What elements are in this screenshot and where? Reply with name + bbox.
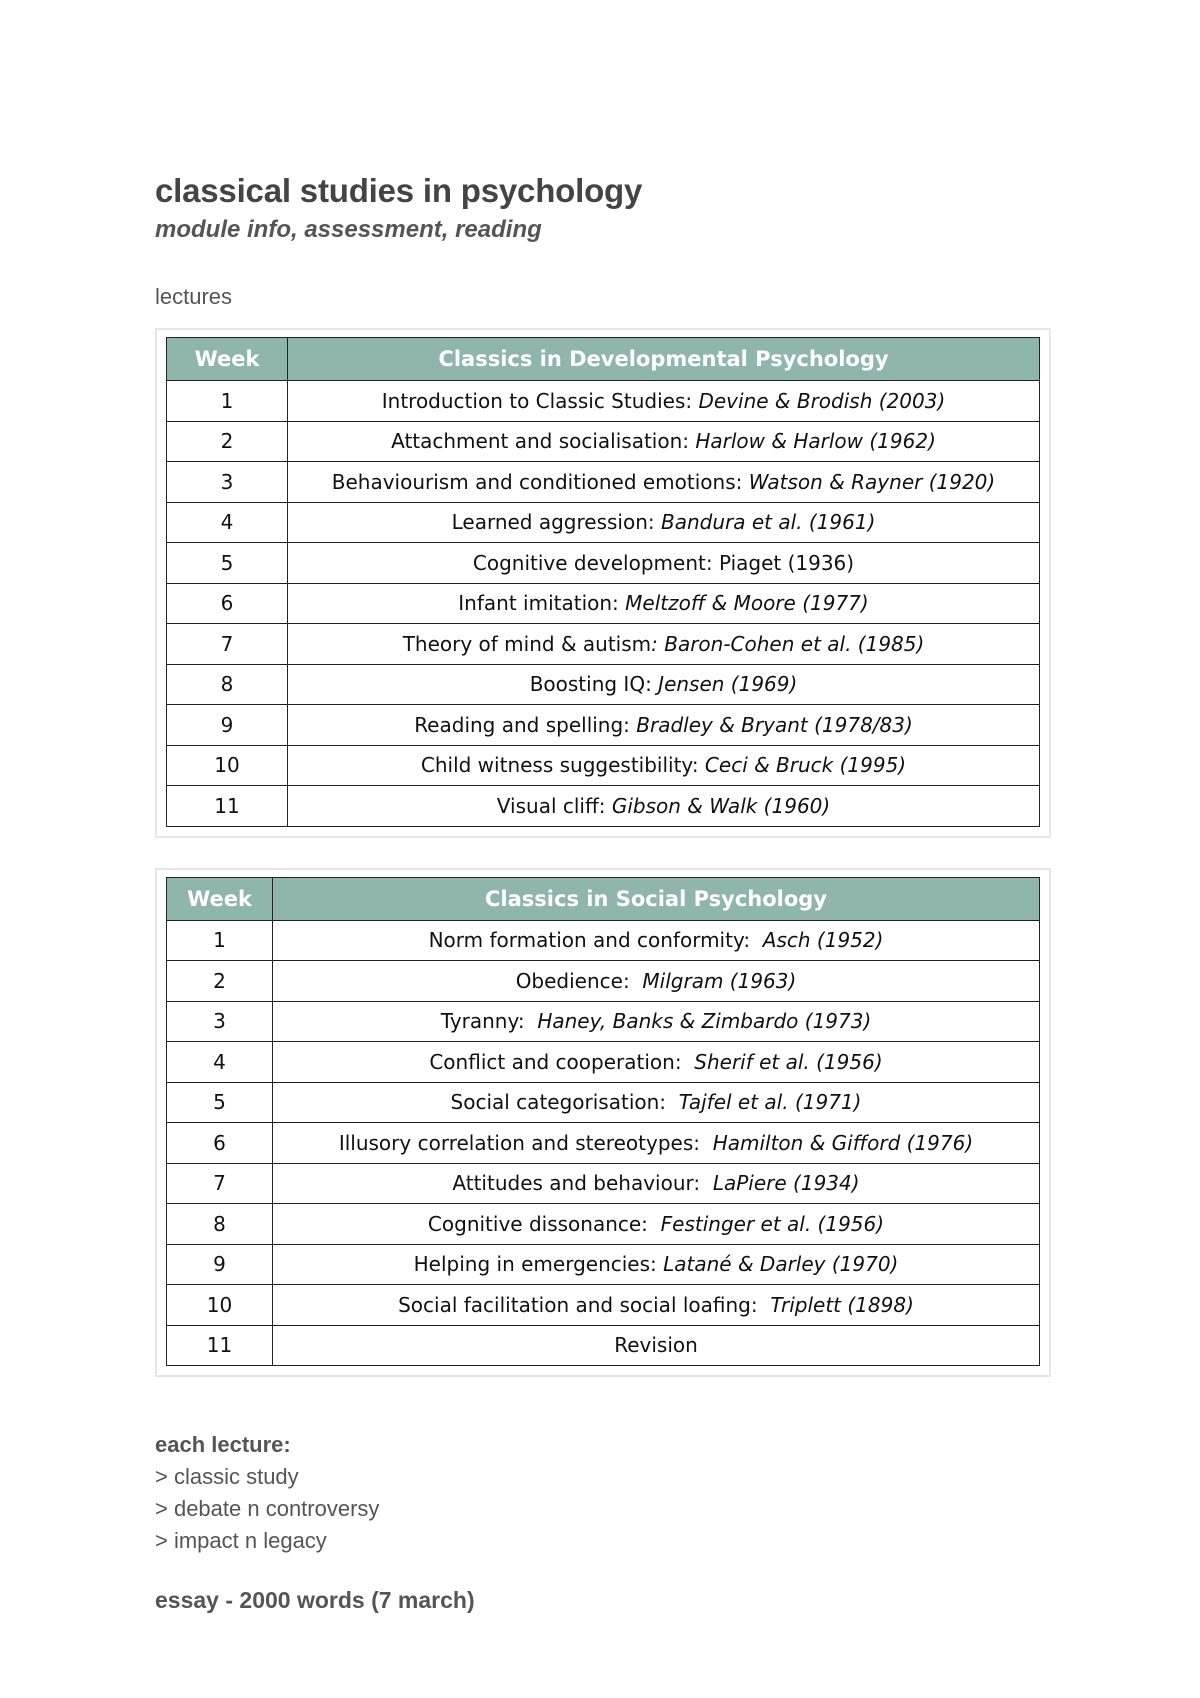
- social-psych-table-container: [155, 868, 1051, 1378]
- table-row: [167, 381, 1040, 422]
- notes-item: > classic study: [155, 1464, 299, 1489]
- lecture-topic-cell: [273, 1163, 1040, 1204]
- lecture-citation: Bradley & Bryant (1978/83): [636, 712, 913, 737]
- topic-column-header: Classics in Social Psychology: [273, 877, 1040, 920]
- lecture-citation: Ceci & Bruck (1995): [704, 753, 907, 778]
- dev-psych-table: [166, 337, 1040, 827]
- lecture-topic: Revision: [614, 1333, 698, 1358]
- lecture-topic: Behaviourism and conditioned emotions:: [331, 469, 749, 494]
- table-row: [167, 786, 1040, 827]
- lecture-topic-cell: [273, 920, 1040, 961]
- page-subtitle: module info, assessment, reading: [155, 216, 542, 243]
- table-row: [167, 705, 1040, 746]
- lecture-topic: Social categorisation:: [450, 1090, 679, 1115]
- week-number-cell: 11: [167, 786, 288, 827]
- document-page: [155, 172, 1055, 1614]
- lecture-topic-cell: [288, 381, 1040, 422]
- lecture-citation: Milgram (1963): [642, 968, 797, 993]
- lecture-topic: Theory of mind & autism: [402, 631, 652, 656]
- notes-item: > debate n controversy: [155, 1496, 380, 1521]
- week-number-cell: 5: [167, 543, 288, 584]
- week-number-cell: 1: [167, 381, 288, 422]
- essay-assessment-info: essay - 2000 words (7 march): [155, 1587, 475, 1613]
- week-number-cell: 1: [167, 920, 273, 961]
- table-row: [167, 1123, 1040, 1164]
- lecture-citation: Devine & Brodish (2003): [698, 388, 946, 413]
- lecture-topic-cell: [273, 961, 1040, 1002]
- table-header-row: [167, 877, 1040, 920]
- week-number-cell: 6: [167, 583, 288, 624]
- lecture-topic: Norm formation and conformity:: [428, 928, 763, 953]
- lecture-topic: Introduction to Classic Studies:: [381, 388, 699, 413]
- lecture-citation: Gibson & Walk (1960): [611, 793, 831, 818]
- lecture-citation: Triplett (1898): [770, 1292, 914, 1317]
- week-number-cell: 3: [167, 462, 288, 503]
- lecture-topic-cell: [288, 745, 1040, 786]
- lecture-topic-cell: [288, 705, 1040, 746]
- week-number-cell: 6: [167, 1123, 273, 1164]
- table-row: [167, 1285, 1040, 1326]
- week-number-cell: 9: [167, 1244, 273, 1285]
- lecture-topic-cell: [273, 1244, 1040, 1285]
- lecture-citation: Haney, Banks & Zimbardo (1973): [537, 1009, 872, 1034]
- lecture-citation: Watson & Rayner (1920): [748, 469, 996, 494]
- lecture-topic-cell: [273, 1123, 1040, 1164]
- dev-psych-table-body: [167, 381, 1040, 827]
- lecture-topic: Cognitive dissonance:: [427, 1211, 661, 1236]
- table-row: [167, 1244, 1040, 1285]
- week-number-cell: 9: [167, 705, 288, 746]
- lecture-topic: Conflict and cooperation:: [429, 1049, 695, 1074]
- lecture-topic: Infant imitation:: [458, 591, 626, 616]
- lecture-topic-cell: [273, 1285, 1040, 1326]
- table-row: [167, 1001, 1040, 1042]
- lecture-topic: Attachment and socialisation:: [391, 429, 696, 454]
- week-number-cell: 2: [167, 961, 273, 1002]
- week-number-cell: 7: [167, 624, 288, 665]
- week-number-cell: 4: [167, 1042, 273, 1083]
- table-row: [167, 1163, 1040, 1204]
- lecture-topic: Boosting IQ:: [529, 672, 659, 697]
- week-column-header: Week: [167, 338, 288, 381]
- lecture-topic: Cognitive development: Piaget (1936): [472, 550, 855, 575]
- lecture-topic-cell: [273, 1001, 1040, 1042]
- table-row: [167, 502, 1040, 543]
- lecture-topic-cell: [288, 462, 1040, 503]
- lecture-citation: Festinger et al. (1956): [660, 1211, 885, 1236]
- notes-heading: each lecture:: [155, 1432, 291, 1457]
- lecture-topic-cell: [288, 786, 1040, 827]
- table-row: [167, 624, 1040, 665]
- week-number-cell: 10: [167, 745, 288, 786]
- table-row: [167, 462, 1040, 503]
- table-row: [167, 1204, 1040, 1245]
- table-row: [167, 664, 1040, 705]
- lecture-topic: Social facilitation and social loafing:: [398, 1292, 771, 1317]
- notes-item: > impact n legacy: [155, 1528, 327, 1553]
- lecture-topic-cell: [273, 1204, 1040, 1245]
- lecture-citation: Meltzoff & Moore (1977): [625, 591, 869, 616]
- week-number-cell: 2: [167, 421, 288, 462]
- table-header-row: [167, 338, 1040, 381]
- dev-psych-table-container: [155, 328, 1051, 838]
- lecture-citation: Harlow & Harlow (1962): [695, 429, 936, 454]
- lecture-topic-cell: [273, 1042, 1040, 1083]
- lecture-citation: Jensen (1969): [658, 672, 798, 697]
- table-row: [167, 1325, 1040, 1366]
- table-row: [167, 1082, 1040, 1123]
- lecture-topic-cell: [273, 1082, 1040, 1123]
- topic-column-header: Classics in Developmental Psychology: [288, 338, 1040, 381]
- table-row: [167, 543, 1040, 584]
- lecture-structure-notes: [155, 1429, 1055, 1557]
- lecture-citation: LaPiere (1934): [712, 1171, 860, 1196]
- week-number-cell: 8: [167, 1204, 273, 1245]
- section-label-lectures: lectures: [155, 284, 233, 309]
- week-number-cell: 4: [167, 502, 288, 543]
- table-row: [167, 421, 1040, 462]
- lecture-topic-cell: [288, 543, 1040, 584]
- lecture-topic: Tyranny:: [440, 1009, 538, 1034]
- lecture-topic: Illusory correlation and stereotypes:: [338, 1130, 713, 1155]
- lecture-topic: Helping in emergencies:: [413, 1252, 664, 1277]
- week-number-cell: 10: [167, 1285, 273, 1326]
- lecture-topic-cell: [273, 1325, 1040, 1366]
- week-column-header: Week: [167, 877, 273, 920]
- page-title: classical studies in psychology: [155, 172, 643, 209]
- lecture-citation: Asch (1952): [762, 928, 884, 953]
- lecture-citation: Sherif et al. (1956): [694, 1049, 883, 1074]
- lecture-citation: : Baron-Cohen et al. (1985): [651, 631, 925, 656]
- lecture-citation: Hamilton & Gifford (1976): [712, 1130, 974, 1155]
- week-number-cell: 11: [167, 1325, 273, 1366]
- week-number-cell: 3: [167, 1001, 273, 1042]
- lecture-citation: Latané & Darley (1970): [663, 1252, 899, 1277]
- lecture-topic: Learned aggression:: [451, 510, 661, 535]
- week-number-cell: 7: [167, 1163, 273, 1204]
- lecture-topic-cell: [288, 502, 1040, 543]
- social-psych-table: [166, 877, 1040, 1367]
- lecture-topic-cell: [288, 624, 1040, 665]
- lecture-citation: Tajfel et al. (1971): [678, 1090, 862, 1115]
- lecture-topic: Visual cliff:: [496, 793, 612, 818]
- table-row: [167, 961, 1040, 1002]
- social-psych-table-body: [167, 920, 1040, 1366]
- table-row: [167, 1042, 1040, 1083]
- week-number-cell: 8: [167, 664, 288, 705]
- lecture-topic: Attitudes and behaviour:: [452, 1171, 713, 1196]
- lecture-topic: Reading and spelling:: [414, 712, 637, 737]
- lecture-topic-cell: [288, 421, 1040, 462]
- lecture-topic-cell: [288, 664, 1040, 705]
- lecture-topic: Obedience:: [515, 968, 643, 993]
- table-row: [167, 745, 1040, 786]
- table-row: [167, 583, 1040, 624]
- lecture-topic: Child witness suggestibility:: [420, 753, 705, 778]
- table-row: [167, 920, 1040, 961]
- lecture-citation: Bandura et al. (1961): [661, 510, 876, 535]
- week-number-cell: 5: [167, 1082, 273, 1123]
- lecture-topic-cell: [288, 583, 1040, 624]
